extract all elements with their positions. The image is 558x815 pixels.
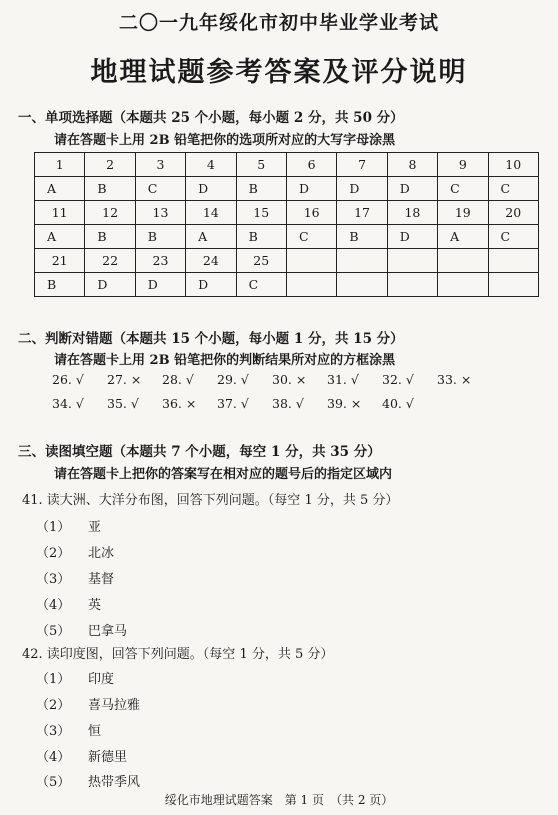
q41-answer-3: （3） 基督 — [36, 572, 115, 587]
table-cell: 17 — [337, 201, 387, 225]
q41-answer-1: （1） 亚 — [36, 520, 102, 535]
exam-title: 二〇一九年绥化市初中毕业学业考试 — [118, 12, 439, 34]
table-cell — [387, 273, 437, 297]
table-cell: B — [85, 225, 135, 249]
table-row-answers — [35, 225, 539, 249]
table-cell: 8 — [387, 153, 437, 177]
document-subtitle: 地理试题参考答案及评分说明 — [90, 57, 468, 88]
table-cell: 14 — [186, 201, 236, 225]
table-cell: D — [85, 273, 135, 297]
table-cell: 4 — [186, 153, 236, 177]
table-cell: D — [337, 177, 387, 201]
judge-answer: 31. √ — [327, 372, 359, 387]
judge-answer: 28. √ — [162, 372, 194, 387]
table-cell: 5 — [236, 153, 286, 177]
table-cell: 12 — [85, 201, 135, 225]
table-cell: D — [186, 273, 236, 297]
q41-answer-2: （2） 北冰 — [36, 546, 115, 561]
table-cell: 19 — [438, 201, 488, 225]
table-cell: 25 — [236, 249, 286, 273]
table-cell: D — [387, 225, 437, 249]
table-cell: C — [135, 177, 185, 201]
table-row-numbers — [35, 201, 539, 225]
section1-instruction: 请在答题卡上用 2B 铅笔把你的选项所对应的大写字母涂黑 — [54, 133, 396, 148]
table-cell: B — [35, 273, 85, 297]
judge-answer: 36. × — [162, 396, 197, 411]
judge-answer: 26. √ — [52, 372, 84, 387]
judge-answers-line2 — [52, 396, 437, 411]
table-row-numbers — [35, 153, 539, 177]
table-cell: 10 — [488, 153, 538, 177]
table-cell: 7 — [337, 153, 387, 177]
q42-answer-4: （4） 新德里 — [36, 750, 128, 765]
table-cell: B — [337, 225, 387, 249]
table-cell: C — [438, 177, 488, 201]
table-cell: 21 — [35, 249, 85, 273]
table-cell: 23 — [135, 249, 185, 273]
table-cell: 15 — [236, 201, 286, 225]
q42-answer-3: （3） 恒 — [36, 724, 102, 739]
judge-answer: 38. √ — [272, 396, 304, 411]
table-cell: D — [186, 177, 236, 201]
judge-answer: 30. × — [272, 372, 307, 387]
table-cell: 13 — [135, 201, 185, 225]
table-cell: 16 — [286, 201, 336, 225]
judge-answer: 29. √ — [217, 372, 249, 387]
table-cell: A — [35, 177, 85, 201]
table-cell — [438, 273, 488, 297]
table-cell: A — [186, 225, 236, 249]
table-cell: 6 — [286, 153, 336, 177]
table-cell: 24 — [186, 249, 236, 273]
judge-answer: 35. √ — [107, 396, 139, 411]
table-cell — [337, 249, 387, 273]
table-cell: C — [286, 225, 336, 249]
q42-answer-2: （2） 喜马拉雅 — [36, 698, 141, 713]
table-cell: 20 — [488, 201, 538, 225]
section2-heading: 二、判断对错题（本题共 15 个小题，每小题 1 分，共 15 分） — [18, 331, 404, 347]
q42-answer-5: （5） 热带季风 — [36, 775, 141, 790]
table-cell: 9 — [438, 153, 488, 177]
table-cell: 1 — [35, 153, 85, 177]
table-cell: 2 — [85, 153, 135, 177]
q41-answer-5: （5） 巴拿马 — [36, 624, 128, 639]
table-cell: B — [135, 225, 185, 249]
table-cell — [488, 273, 538, 297]
table-cell: B — [236, 225, 286, 249]
table-cell: 18 — [387, 201, 437, 225]
table-cell — [286, 273, 336, 297]
table-row-numbers — [35, 249, 539, 273]
table-cell — [387, 249, 437, 273]
table-cell: A — [438, 225, 488, 249]
table-cell: C — [488, 225, 538, 249]
table-cell: 22 — [85, 249, 135, 273]
choice-answer-table — [34, 152, 539, 297]
table-cell: C — [488, 177, 538, 201]
table-cell — [286, 249, 336, 273]
page-footer: 绥化市地理试题答案 第 1 页 （共 2 页） — [164, 793, 394, 807]
table-cell: A — [35, 225, 85, 249]
question-41: 41. 读大洲、大洋分布图，回答下列问题。（每空 1 分，共 5 分） — [22, 493, 399, 508]
judge-answers-line1 — [52, 372, 492, 387]
table-cell — [337, 273, 387, 297]
table-cell — [438, 249, 488, 273]
table-cell: D — [286, 177, 336, 201]
section3-instruction: 请在答题卡上把你的答案写在相对应的题号后的指定区域内 — [54, 467, 393, 482]
q41-answer-4: （4） 英 — [36, 598, 102, 613]
table-cell: 11 — [35, 201, 85, 225]
judge-answer: 34. √ — [52, 396, 84, 411]
judge-answer: 40. √ — [382, 396, 414, 411]
judge-answer: 39. × — [327, 396, 362, 411]
judge-answer: 32. √ — [382, 372, 414, 387]
table-cell: D — [135, 273, 185, 297]
table-cell: C — [236, 273, 286, 297]
section3-heading: 三、读图填空题（本题共 7 个小题，每空 1 分，共 35 分） — [18, 444, 381, 460]
table-cell: B — [236, 177, 286, 201]
table-cell: B — [85, 177, 135, 201]
section1-heading: 一、单项选择题（本题共 25 个小题，每小题 2 分，共 50 分） — [18, 110, 404, 126]
table-row-answers — [35, 273, 539, 297]
table-row-answers — [35, 177, 539, 201]
judge-answer: 27. × — [107, 372, 142, 387]
judge-answer: 37. √ — [217, 396, 249, 411]
judge-answer: 33. × — [437, 372, 472, 387]
table-cell: D — [387, 177, 437, 201]
section2-instruction: 请在答题卡上用 2B 铅笔把你的判断结果所对应的方框涂黑 — [54, 353, 396, 368]
table-cell: 3 — [135, 153, 185, 177]
question-42: 42. 读印度图，回答下列问题。（每空 1 分，共 5 分） — [22, 647, 334, 662]
q42-answer-1: （1） 印度 — [36, 672, 115, 687]
table-cell — [488, 249, 538, 273]
